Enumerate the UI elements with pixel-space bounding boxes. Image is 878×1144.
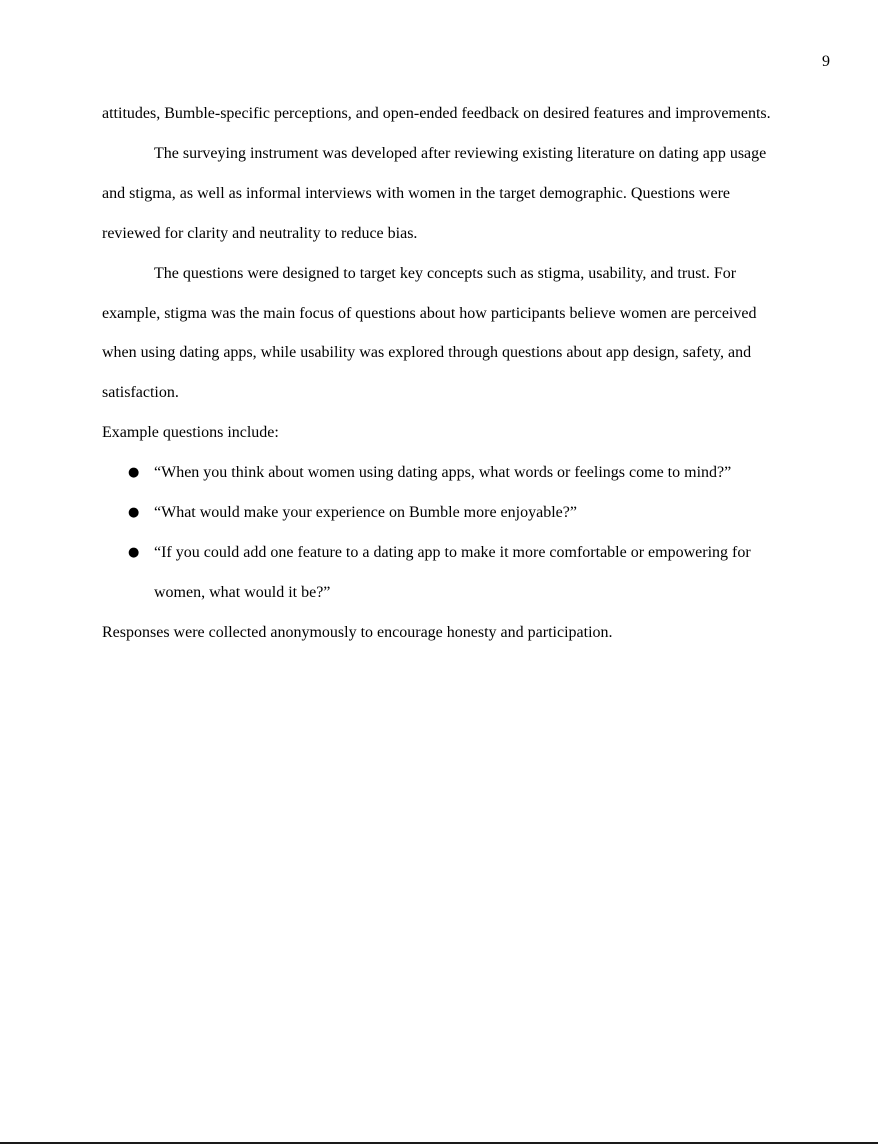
list-item bbox=[102, 453, 782, 493]
paragraph-question-design: The questions were designed to target key concepts such as stigma, usability, and trust. For example, stigma was the main focus of questions about how participants believe women are perceived when using dating apps, while usability was explored through questions about app design, safety, and satisfaction. bbox=[102, 264, 757, 402]
list-item bbox=[102, 533, 782, 613]
paragraph-continuation: attitudes, Bumble-specific perceptions, and open-ended feedback on desired features and improvements. bbox=[102, 105, 771, 122]
bullet-icon: ● bbox=[128, 505, 140, 521]
document-body bbox=[102, 94, 782, 653]
bullet-icon: ● bbox=[128, 544, 140, 560]
list-item-text: “When you think about women using dating apps, what words or feelings come to mind?” bbox=[154, 464, 732, 482]
paragraph-responses: Responses were collected anonymously to encourage honesty and participation. bbox=[102, 623, 613, 641]
paragraph-example-intro: Example questions include: bbox=[102, 424, 279, 442]
list-item-text: “What would make your experience on Bumble more enjoyable?” bbox=[154, 504, 577, 522]
list-item-text: “If you could add one feature to a dating app to make it more comfortable or empowering for women, what would it be?” bbox=[154, 543, 751, 601]
paragraph-instrument-development: The surveying instrument was developed after reviewing existing literature on dating app usage and stigma, as well as informal interviews with women in the target demographic. Questions were reviewed for clarity and neutrality to reduce bias. bbox=[102, 144, 767, 242]
example-questions-list bbox=[102, 453, 782, 613]
list-item bbox=[102, 493, 782, 533]
page-number: 9 bbox=[822, 53, 830, 70]
bullet-icon: ● bbox=[128, 465, 140, 481]
